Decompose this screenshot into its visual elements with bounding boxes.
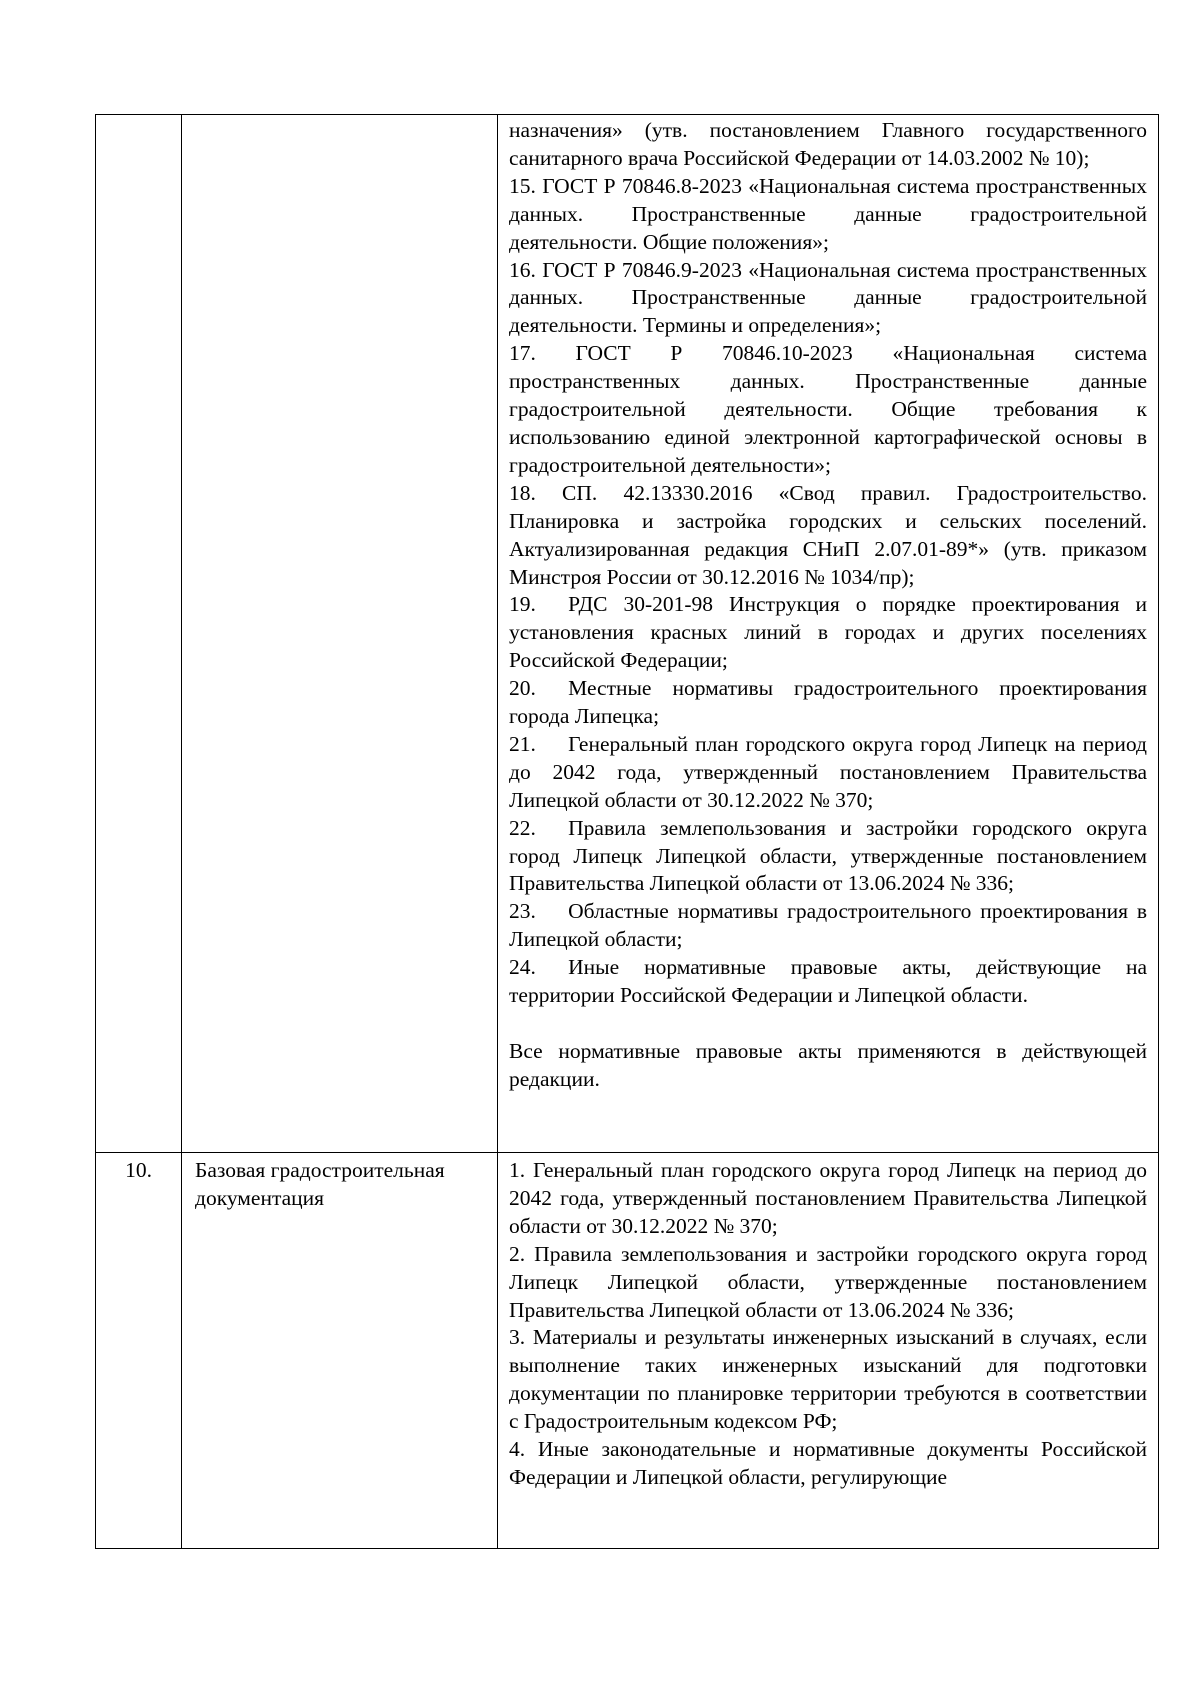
table-row [96,115,1159,1153]
row-name-cell [182,115,498,1153]
list-item: 19. РДС 30-201-98 Инструкция о порядке проектирования и установления красных линий в городах и других поселениях Российской Федерации; [509,592,1147,673]
list-item: назначения» (утв. постановлением Главного государственного санитарного врача Российской Федерации от 14.03.2002 № 10); [509,118,1147,170]
note-text: Все нормативные правовые акты применяются в действующей редакции. [509,1038,1147,1091]
list-item: 23. Областные нормативы градостроительного проектирования в Липецкой области; [509,899,1147,952]
list-item: 16. ГОСТ Р 70846.9-2023 «Национальная система пространственных данных. Пространственные данные градостроительной деятельности. Термины и определения»; [509,257,1147,338]
row-number-cell: 10. [96,1153,182,1549]
list-item: 24. Иные нормативные правовые акты, действующие на территории Российской Федерации и Липецкой области. [509,955,1147,1008]
list-item: 3. Материалы и результаты инженерных изысканий в случаях, если выполнение таких инженерных изысканий для подготовки документации по планировке территории требуются в соответствии с Градостроительным кодексом РФ; [509,1325,1147,1434]
row-number-cell [96,115,182,1153]
list-item: 18. СП. 42.13330.2016 «Свод правил. Градостроительство. Планировка и застройка городских и сельских поселений. Актуализированная редакция СНиП 2.07.01-89*» (утв. приказом Минстроя России от 30.12.2016 № 1034/пр); [509,480,1147,589]
row-content-cell [498,1153,1159,1549]
spacer [509,1010,1147,1038]
row-content-cell [498,115,1159,1153]
document-table [95,114,1159,1549]
list-item: 2. Правила землепользования и застройки городского округа город Липецк Липецкой области, утвержденные постановлением Правительства Липецкой области от 13.06.2024 № 336; [509,1241,1147,1322]
list-item: 21. Генеральный план городского округа город Липецк на период до 2042 года, утвержденный постановлением Правительства Липецкой области от 30.12.2022 № 370; [509,731,1147,812]
list-item: 4. Иные законодательные и нормативные документы Российской Федерации и Липецкой области, регулирующие [509,1437,1147,1489]
list-item: 1. Генеральный план городского округа город Липецк на период до 2042 года, утвержденный постановлением Правительства Липецкой области от 30.12.2022 № 370; [509,1158,1147,1238]
list-item: 17. ГОСТ Р 70846.10-2023 «Национальная система пространственных данных. Пространственные данные градостроительной деятельности. Общие требования к использованию единой электронной картографической основы в градостроительной деятельности»; [509,341,1147,477]
list-item: 15. ГОСТ Р 70846.8-2023 «Национальная система пространственных данных. Пространственные данные градостроительной деятельности. Общие положения»; [509,173,1147,254]
table-row [96,1153,1159,1549]
row-name-cell: Базовая градостроительная документация [182,1153,498,1549]
list-item: 20. Местные нормативы градостроительного проектирования города Липецка; [509,676,1147,729]
list-item: 22. Правила землепользования и застройки городского округа город Липецк Липецкой области, утвержденные постановлением Правительства Липецкой области от 13.06.2024 № 336; [509,815,1147,896]
